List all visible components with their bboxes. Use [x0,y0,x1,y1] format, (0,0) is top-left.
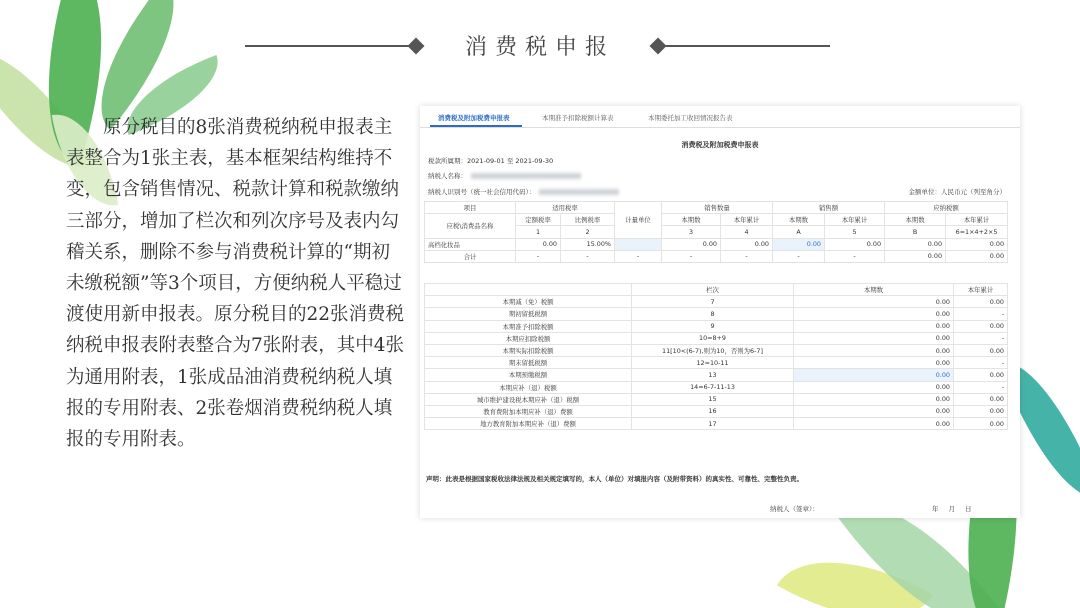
total-tax-current: 0.00 [885,250,946,262]
row-current-value: 0.00 [794,357,954,369]
declaration-text: 声明：此表是根据国家税收法律法规及相关规定填写的，本人（单位）对填报内容（及附带资料）的真实性、可靠性、完整性负责。 [426,475,803,483]
tax-current-value: 0.00 [885,238,946,250]
tab-bar [420,106,1020,128]
col-header: 本年累计 [721,214,773,226]
form-panel [420,106,1020,518]
total-cell: - [662,250,721,262]
col-number: 2 [561,226,615,238]
header-row [425,214,1008,226]
row-label: 期末留抵税额 [425,357,632,369]
row-ytd-value: - [954,357,1008,369]
col-header: 本年累计 [825,214,885,226]
table-row [425,357,1008,369]
row-ytd-value: - [954,381,1008,393]
row-label: 本期准予扣除税额 [425,320,632,332]
row-number: 8 [632,308,794,320]
row-ytd-value: 0.00 [954,418,1008,430]
table-row [425,296,1008,308]
table-row [425,381,1008,393]
col-header: 适用税率 [516,202,615,214]
row-label: 期初留抵税额 [425,308,632,320]
col-number: 1 [516,226,561,238]
table-row [425,393,1008,405]
total-row [425,250,1008,262]
row-current-value: 0.00 [794,296,954,308]
total-tax-ytd: 0.00 [946,250,1008,262]
col-header: 栏次 [632,284,794,296]
col-header: 销售额 [773,202,885,214]
tab-main-return[interactable]: 消费税及附加税费申报表 [438,114,510,122]
total-cell: - [825,250,885,262]
row-ytd-value: 0.00 [954,393,1008,405]
tab-processing-report[interactable]: 本期委托加工收回情况报告表 [648,114,733,122]
col-number: 6=1×4+2×5 [946,226,1008,238]
row-current-value: 0.00 [794,405,954,417]
sales-current-field[interactable]: 0.00 [773,238,825,250]
row-current-value[interactable]: 0.00 [794,369,954,381]
table-row [425,344,1008,356]
total-cell: - [561,250,615,262]
redacted-id [539,189,619,195]
table-row [425,332,1008,344]
product-row [425,238,1008,250]
col-header: 本年累计 [946,214,1008,226]
col-header: 销售数量 [662,202,773,214]
redacted-name [471,173,581,179]
row-number: 17 [632,418,794,430]
total-cell: - [615,250,662,262]
sales-table [424,201,1008,263]
col-header: 应税\消费品名称 [425,214,516,238]
table-row [425,369,1008,381]
date-label: 年月日 [932,505,982,513]
tax-calc-table [424,283,1008,430]
qty-ytd-field[interactable]: 0.00 [721,238,773,250]
row-number: 7 [632,296,794,308]
qty-current-field[interactable]: 0.00 [662,238,721,250]
row-number: 12=10-11 [632,357,794,369]
row-ytd-value: 0.00 [954,344,1008,356]
unit-field[interactable] [615,238,662,250]
signature-label: 纳税人（签章）： [770,505,819,513]
taxpayer-id-label: 纳税人识别号（统一社会信用代码）： [428,188,536,196]
tax-ytd-value: 0.00 [946,238,1008,250]
col-header [425,284,632,296]
row-number: 13 [632,369,794,381]
row-label: 地方教育附加本期应补（退）费额 [425,418,632,430]
title-divider-left [245,45,420,47]
row-number: 14=6-7-11-13 [632,381,794,393]
col-header: 本年累计 [954,284,1008,296]
col-header: 本期数 [773,214,825,226]
total-cell: - [516,250,561,262]
col-header: 比例税率 [561,214,615,226]
row-label: 本期应扣除税额 [425,332,632,344]
title-divider-right [655,45,830,47]
table-row [425,308,1008,320]
tab-deduction-calc[interactable]: 本期准予扣除税额计算表 [542,114,614,122]
col-number: 3 [662,226,721,238]
row-number: 15 [632,393,794,405]
row-number: 16 [632,405,794,417]
row-ytd-value: - [954,332,1008,344]
col-header: 本期数 [794,284,954,296]
col-header: 定额税率 [516,214,561,226]
row-label: 本期应补（退）税额 [425,381,632,393]
product-name: 高档化妆品 [425,238,516,250]
taxpayer-name-row [428,171,581,180]
tax-period: 税款所属期：2021-09-01 至 2021-09-30 [428,157,554,165]
row-current-value: 0.00 [794,344,954,356]
table-row [425,418,1008,430]
row-number: 9 [632,320,794,332]
col-number: B [885,226,946,238]
row-label: 城市维护建设税本期应补（退）税额 [425,393,632,405]
col-number: 5 [825,226,885,238]
total-cell: - [721,250,773,262]
table-row [425,405,1008,417]
col-header: 项目 [425,202,516,214]
col-number: A [773,226,825,238]
row-current-value: 0.00 [794,381,954,393]
form-title: 消费税及附加税费申报表 [681,141,759,149]
row-label: 教育费附加本期应补（退）费额 [425,405,632,417]
section2-header-row [425,284,1008,296]
page-title: 消费税申报 [464,35,615,60]
col-number: 4 [721,226,773,238]
row-ytd-value: 0.00 [954,296,1008,308]
row-ytd-value: - [954,308,1008,320]
sales-ytd-field[interactable]: 0.00 [825,238,885,250]
col-header: 本期数 [662,214,721,226]
active-tab-indicator [430,125,522,127]
row-current-value: 0.00 [794,308,954,320]
row-ytd-value: 0.00 [954,320,1008,332]
row-label: 本期预缴税额 [425,369,632,381]
currency-unit: 金额单位：人民币元（列至角分） [908,188,1006,196]
row-current-value: 0.00 [794,320,954,332]
taxpayer-id-row [428,187,619,196]
header-row [425,202,1008,214]
total-cell: - [773,250,825,262]
body-paragraph: 原分税目的8张消费税纳税申报表主表整合为1张主表，基本框架结构维持不变，包含销售情况、税款计算和税款缴纳三部分，增加了栏次和列次序号及表内勾稽关系，删除不参与消费税计算的“期初未缴税额”等3个项目，方便纳税人平稳过渡使用新申报表。原分税目的22张消费税纳税申报表附表整合为7张附表，其中4张为通用附表，1张成品油消费税纳税人填报的专用附表、2张卷烟消费税纳税人填报的专用附表。 [66,117,405,451]
row-number: 11[10<(6-7),则为10，否则为6-7] [632,344,794,356]
total-label: 合计 [425,250,516,262]
taxpayer-name-label: 纳税人名称： [428,172,467,180]
table-row [425,320,1008,332]
col-header: 本期数 [885,214,946,226]
title-ornament-left [408,38,425,55]
row-label: 本期实际扣除税额 [425,344,632,356]
row-current-value: 0.00 [794,332,954,344]
row-ytd-value: 0.00 [954,369,1008,381]
row-current-value: 0.00 [794,418,954,430]
col-header: 计量单位 [615,202,662,239]
row-label: 本期减（免）税额 [425,296,632,308]
row-number: 10=8+9 [632,332,794,344]
ratio-rate-field[interactable]: 15.00% [561,238,615,250]
row-current-value: 0.00 [794,393,954,405]
col-header: 应纳税额 [885,202,1008,214]
fixed-rate-field[interactable]: 0.00 [516,238,561,250]
row-ytd-value: 0.00 [954,405,1008,417]
